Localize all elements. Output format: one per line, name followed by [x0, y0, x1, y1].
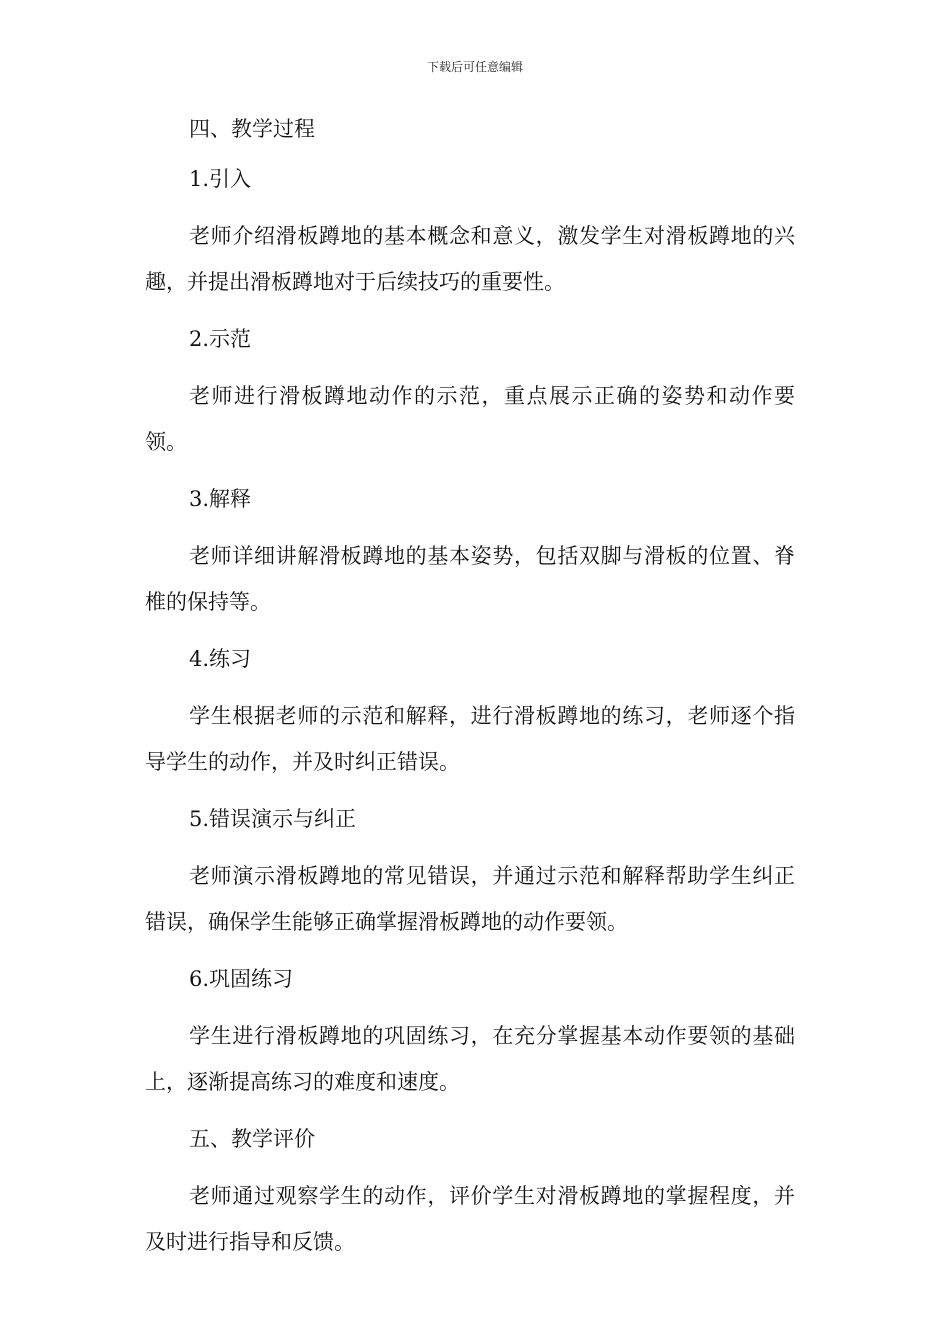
step-1-heading: 1.引入: [189, 167, 252, 191]
section-5-text: 老师通过观察学生的动作，评价学生对滑板蹲地的掌握程度，并及时进行指导和反馈。: [145, 1184, 795, 1254]
step-5-heading: 5.错误演示与纠正: [189, 807, 357, 831]
step-3-heading: 3.解释: [189, 487, 252, 511]
step-3-text: 老师详细讲解滑板蹲地的基本姿势，包括双脚与滑板的位置、脊椎的保持等。: [145, 544, 795, 614]
header-note: 下载后可任意编辑: [426, 60, 523, 74]
step-1-text: 老师介绍滑板蹲地的基本概念和意义，激发学生对滑板蹲地的兴趣，并提出滑板蹲地对于后续技巧的重要性。: [145, 224, 795, 294]
step-4-heading: 4.练习: [189, 647, 252, 671]
step-5-text: 老师演示滑板蹲地的常见错误，并通过示范和解释帮助学生纠正错误，确保学生能够正确掌握滑板蹲地的动作要领。: [145, 864, 795, 934]
step-2-text: 老师进行滑板蹲地动作的示范，重点展示正确的姿势和动作要领。: [145, 384, 795, 454]
document-body: [145, 113, 795, 1265]
step-6-heading: 6.巩固练习: [189, 967, 294, 991]
step-4-text: 学生根据老师的示范和解释，进行滑板蹲地的练习，老师逐个指导学生的动作，并及时纠正错误。: [145, 704, 795, 774]
section-4-title: 四、教学过程: [189, 117, 315, 141]
step-2-heading: 2.示范: [189, 327, 252, 351]
section-5-title: 五、教学评价: [189, 1127, 315, 1151]
step-6-text: 学生进行滑板蹲地的巩固练习，在充分掌握基本动作要领的基础上，逐渐提高练习的难度和速度。: [145, 1024, 795, 1094]
